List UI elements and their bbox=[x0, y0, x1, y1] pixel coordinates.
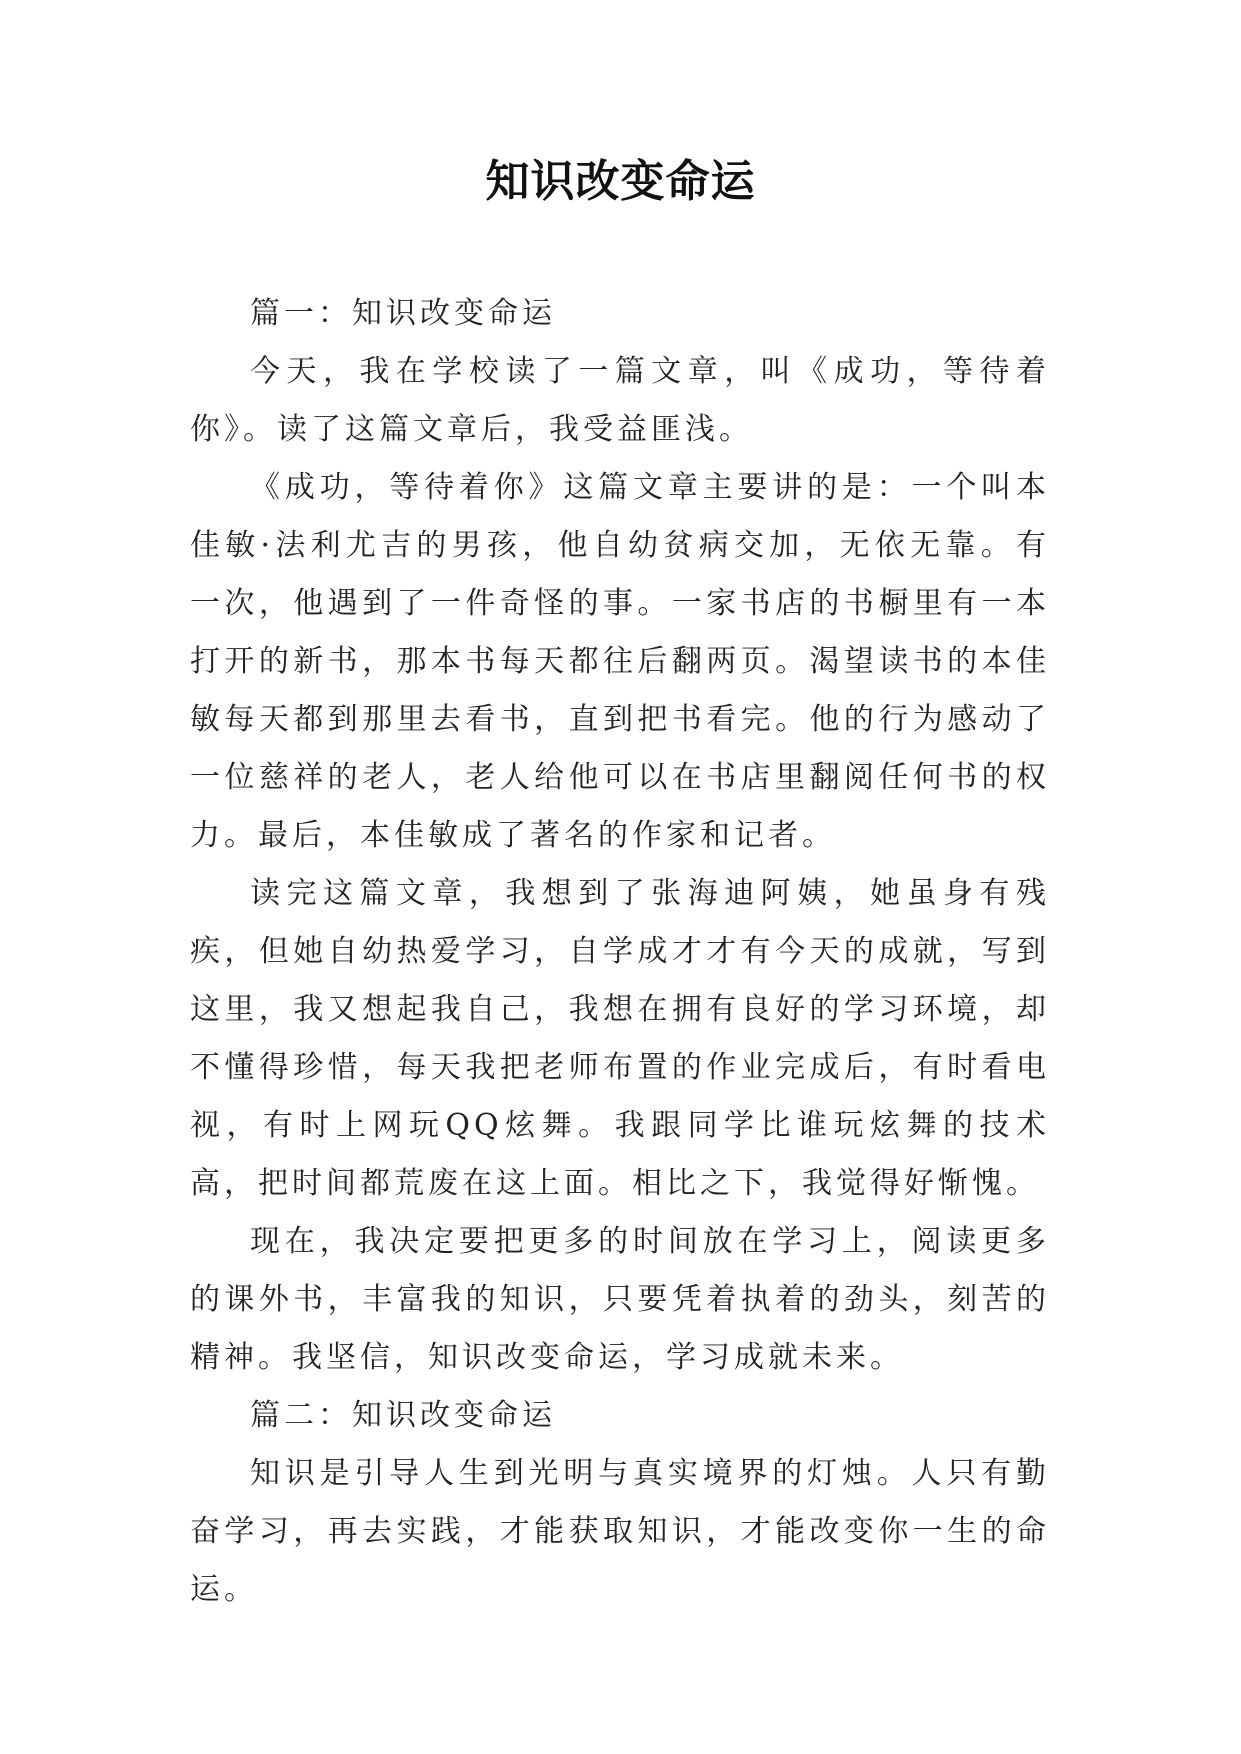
paragraph: 知识是引导人生到光明与真实境界的灯烛。人只有勤奋学习，再去实践，才能获取知识，才能改变你一生的命运。 bbox=[190, 1456, 1050, 1607]
paragraph: 读完这篇文章，我想到了张海迪阿姨，她虽身有残疾，但她自幼热爱学习，自学成才才有今天的成就，写到这里，我又想起我自己，我想在拥有良好的学习环境，却不懂得珍惜，每天我把老师布置的作业完成后，有时看电视，有时上网玩QQ炫舞。我跟同学比谁玩炫舞的技术高，把时间都荒废在这上面。相比之下，我觉得好惭愧。 bbox=[190, 876, 1050, 1201]
section-heading: 篇二：知识改变命运 bbox=[250, 1398, 556, 1433]
paragraph: 今天，我在学校读了一篇文章，叫《成功，等待着你》。读了这篇文章后，我受益匪浅。 bbox=[190, 354, 1050, 447]
section-heading: 篇一：知识改变命运 bbox=[250, 296, 556, 331]
document-body bbox=[190, 285, 1050, 1619]
paragraph: 现在，我决定要把更多的时间放在学习上，阅读更多的课外书，丰富我的知识，只要凭着执着的劲头，刻苦的精神。我坚信，知识改变命运，学习成就未来。 bbox=[190, 1224, 1050, 1375]
paragraph: 《成功，等待着你》这篇文章主要讲的是：一个叫本佳敏·法利尤吉的男孩，他自幼贫病交加，无依无靠。有一次，他遇到了一件奇怪的事。一家书店的书橱里有一本打开的新书，那本书每天都往后翻两页。渴望读书的本佳敏每天都到那里去看书，直到把书看完。他的行为感动了一位慈祥的老人，老人给他可以在书店里翻阅任何书的权力。最后，本佳敏成了著名的作家和记者。 bbox=[190, 470, 1050, 853]
document-title: 知识改变命运 bbox=[485, 156, 756, 207]
